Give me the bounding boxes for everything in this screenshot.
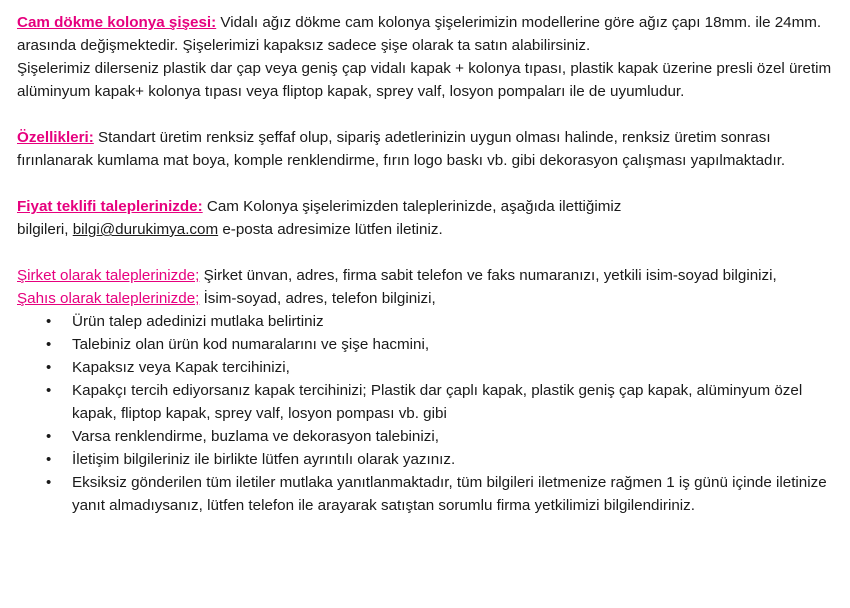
list-item: • Kapakçı tercih ediyorsanız kapak tercihinizi; Plastik dar çaplı kapak, plastik geniş çap kapak, alüminyum özel kapak, fliptop kapak, sprey valf, losyon pompası vb. gibi [72, 379, 837, 425]
email-link[interactable]: bilgi@durukimya.com [72, 221, 219, 238]
heading-bottle: Cam dökme kolonya şişesi: [17, 14, 217, 31]
paragraph-person [17, 287, 837, 310]
document-body [17, 11, 837, 517]
company-text: Şirket ünvan, adres, firma sabit telefon ve faks numaranızı, yetkili isim-soyad bilginizi, [199, 267, 777, 284]
quote-text-before-email: bilgileri, [17, 221, 73, 238]
paragraph-quote [17, 195, 837, 218]
paragraph-bottle-intro [17, 11, 837, 57]
heading-quote: Fiyat teklifi taleplerinizde: [17, 198, 203, 215]
paragraph-company [17, 264, 837, 287]
paragraph-quote-email [17, 218, 837, 241]
list-item: • Ürün talep adedinizi mutlaka belirtiniz [72, 310, 837, 333]
list-item: • Eksiksiz gönderilen tüm iletiler mutlaka yanıtlanmaktadır, tüm bilgileri iletmenize rağmen 1 iş günü içinde iletinize yanıt almadıysanız, lütfen telefon ile arayarak satıştan sorumlu firma yetkilimizi bilgilendiriniz. [72, 471, 837, 517]
company-label: Şirket olarak taleplerinizde; [17, 267, 200, 284]
quote-text-after-email: e-posta adresimize lütfen iletiniz. [218, 221, 443, 238]
heading-features: Özellikleri: [17, 129, 94, 146]
quote-text: Cam Kolonya şişelerimizden taleplerinizde, aşağıda ilettiğimiz [202, 198, 622, 215]
paragraph-features [17, 126, 837, 172]
list-item: • Kapaksız veya Kapak tercihinizi, [72, 356, 837, 379]
features-text: Standart üretim renksiz şeffaf olup, sipariş adetlerinizin uygun olması halinde, renksiz üretim sonrası fırınlanarak kumlama mat boya, komple renklendirme, fırın logo baskı vb. gibi dekorasyon çalışması yapılmaktadır. [17, 129, 786, 169]
person-text: İsim-soyad, adres, telefon bilginizi, [199, 290, 436, 307]
paragraph-bottle-compat: Şişelerimiz dilerseniz plastik dar çap veya geniş çap vidalı kapak + kolonya tıpası, plastik kapak üzerine presli özel üretim alüminyum kapak+ kolonya tıpası veya fliptop kapak, sprey valf, losyon pompaları ile de uyumludur. [17, 60, 832, 100]
list-item: • Varsa renklendirme, buzlama ve dekorasyon talebinizi, [72, 425, 837, 448]
bottle-intro-text: Vidalı ağız dökme cam kolonya şişelerimizin modellerine göre ağız çapı 18mm. ile 24mm. arasında değişmektedir. Şişelerimizi kapaksız sadece şişe olarak ta satın alabilirsiniz. [17, 14, 822, 54]
requirements-list [17, 310, 837, 517]
list-item: • Talebiniz olan ürün kod numaralarını ve şişe hacmini, [72, 333, 837, 356]
list-item: • İletişim bilgileriniz ile birlikte lütfen ayrıntılı olarak yazınız. [72, 448, 837, 471]
person-label: Şahıs olarak taleplerinizde; [17, 290, 200, 307]
